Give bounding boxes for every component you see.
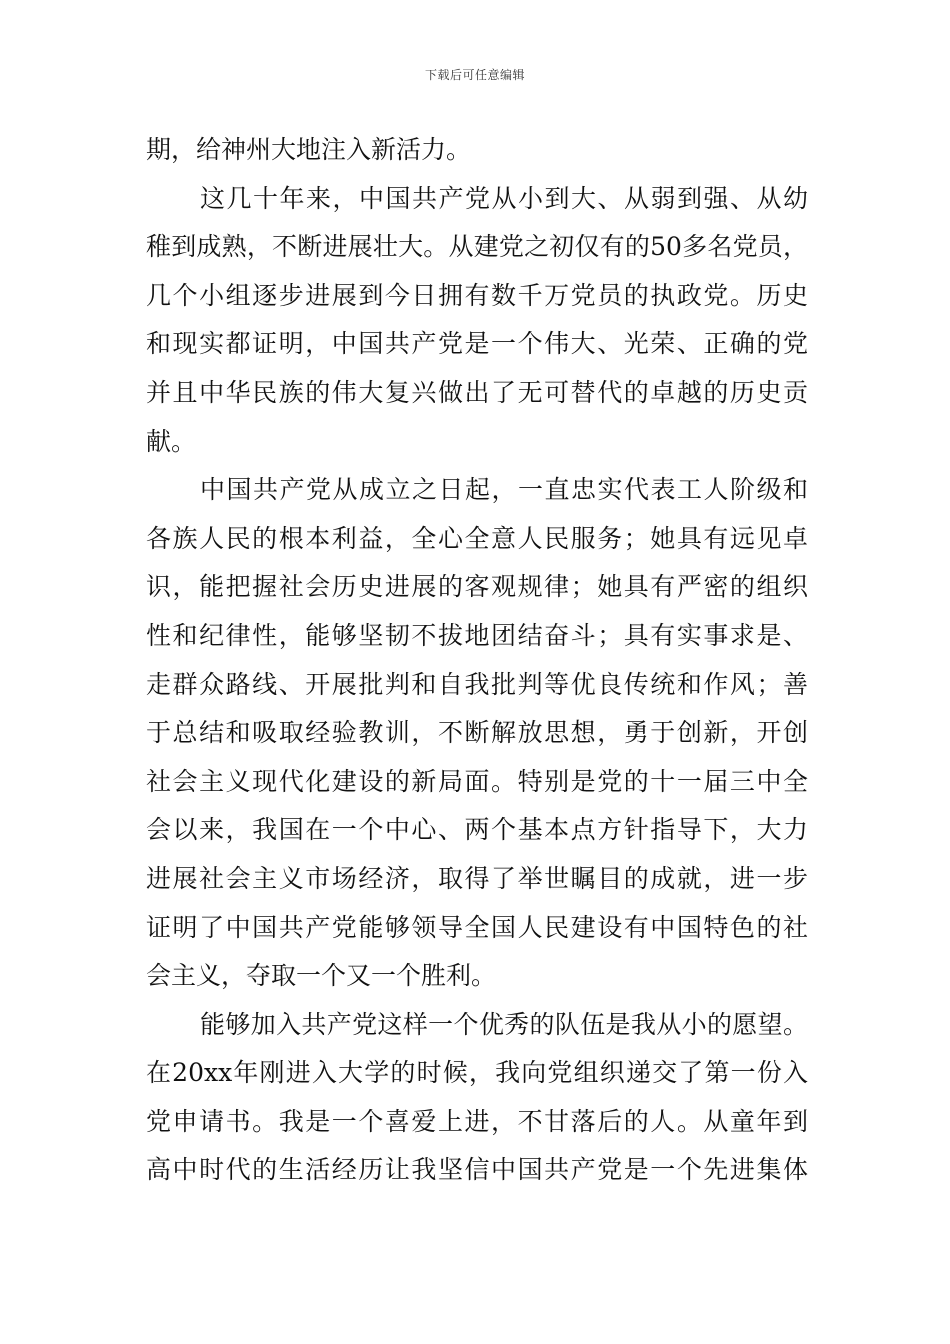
paragraph-line: 走群众路线、开展批判和自我批判等优良传统和作风；善 [146,669,808,699]
paragraph-line: 高中时代的生活经历让我坚信中国共产党是一个先进集体 [146,1155,808,1185]
document-body [146,126,808,1195]
paragraph-line: 这几十年来，中国共产党从小到大、从弱到强、从幼 [200,183,808,213]
paragraph-line: 并且中华民族的伟大复兴做出了无可替代的卓越的历史贡 [146,377,808,407]
paragraph-line: 能够加入共产党这样一个优秀的队伍是我从小的愿望。 [200,1009,808,1039]
paragraph-line: 于总结和吸取经验教训，不断解放思想，勇于创新，开创 [146,718,808,748]
paragraph-line: 期，给神州大地注入新活力。 [146,135,472,164]
paragraph-line: 稚到成熟，不断进展壮大。从建党之初仅有的50多名党员， [146,232,808,262]
paragraph-line: 会以来，我国在一个中心、两个基本点方针指导下，大力 [146,815,808,845]
paragraph-line: 党申请书。我是一个喜爱上进，不甘落后的人。从童年到 [146,1106,808,1136]
paragraph-line: 在20xx年刚进入大学的时候，我向党组织递交了第一份入 [146,1058,808,1088]
paragraph-line: 性和纪律性，能够坚韧不拔地团结奋斗；具有实事求是、 [146,620,808,650]
paragraph-line: 献。 [146,426,197,456]
paragraph-line: 各族人民的根本利益，全心全意人民服务；她具有远见卓 [146,523,808,553]
paragraph-line: 证明了中国共产党能够领导全国人民建设有中国特色的社 [146,912,808,942]
paragraph-line: 社会主义现代化建设的新局面。特别是党的十一届三中全 [146,766,808,796]
paragraph-line: 中国共产党从成立之日起，一直忠实代表工人阶级和 [200,475,808,505]
paragraph-line: 识，能把握社会历史进展的客观规律；她具有严密的组织 [146,572,808,602]
paragraph-line: 几个小组逐步进展到今日拥有数千万党员的执政党。历史 [146,280,808,310]
paragraph-line: 进展社会主义市场经济，取得了举世瞩目的成就，进一步 [146,863,808,893]
paragraph-line: 和现实都证明，中国共产党是一个伟大、光荣、正确的党 [146,329,808,359]
paragraph-line: 会主义，夺取一个又一个胜利。 [146,961,497,991]
page-header: 下载后可任意编辑 [424,68,525,82]
